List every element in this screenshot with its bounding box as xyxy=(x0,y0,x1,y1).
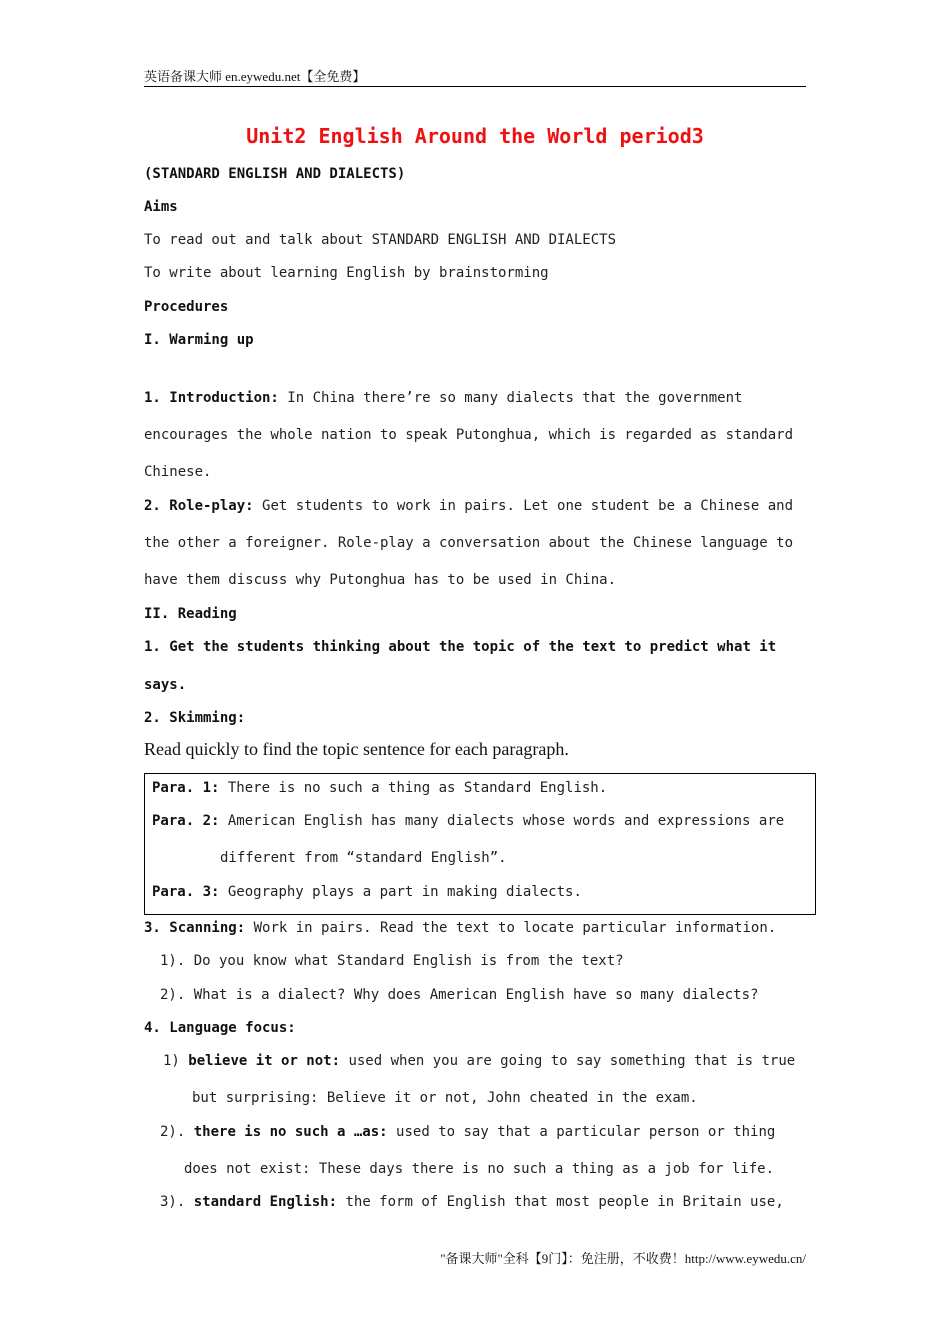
reading-item-1-cont: says. xyxy=(144,677,187,693)
reading-heading: II. Reading xyxy=(144,606,237,622)
focus-item xyxy=(160,1123,806,1141)
page-header: 英语备课大师 en.eywedu.net【全免费】 xyxy=(144,66,806,87)
para-row xyxy=(152,812,814,830)
focus-term: standard English: xyxy=(193,1194,338,1210)
procedures-heading: Procedures xyxy=(144,299,229,315)
para-label: Para. 2: xyxy=(152,813,220,829)
scanning-line xyxy=(144,919,806,937)
para-row xyxy=(152,883,814,901)
skimming-heading: 2. Skimming: xyxy=(144,710,246,726)
focus-definition: does not exist: These days there is no such a thing as a job for life. xyxy=(184,1161,775,1177)
scanning-label: 3. Scanning: xyxy=(144,920,246,936)
role-play-text: Get students to work in pairs. Let one student be a Chinese and xyxy=(262,498,794,514)
scanning-question: 2). What is a dialect? Why does American English have so many dialects? xyxy=(160,987,759,1003)
introduction-label: 1. Introduction: xyxy=(144,390,279,406)
role-play-label: 2. Role-play: xyxy=(144,498,254,514)
focus-item xyxy=(163,1052,806,1070)
page-footer: "备课大师"全科【9门】：免注册，不收费！http://www.eywedu.cn/ xyxy=(440,1251,806,1266)
aims-heading: Aims xyxy=(144,199,178,215)
document-title: Unit2 English Around the World period3 xyxy=(246,124,704,148)
focus-definition: used to say that a particular person or thing xyxy=(396,1124,776,1140)
scanning-text: Work in pairs. Read the text to locate particular information. xyxy=(253,920,777,936)
reading-item-1: 1. Get the students thinking about the topic of the text to predict what it xyxy=(144,639,777,655)
focus-number: 3). xyxy=(160,1194,186,1210)
para-text: There is no such a thing as Standard English. xyxy=(227,780,608,796)
role-play-text: have them discuss why Putonghua has to be used in China. xyxy=(144,572,617,588)
warming-up-heading: I. Warming up xyxy=(144,332,254,348)
para-text: different from “standard English”. xyxy=(220,850,507,866)
para-text: American English has many dialects whose words and expressions are xyxy=(227,813,785,829)
para-row xyxy=(152,779,814,797)
para-label: Para. 3: xyxy=(152,884,220,900)
subtitle: (STANDARD ENGLISH AND DIALECTS) xyxy=(144,166,406,182)
introduction-line xyxy=(144,389,806,407)
para-text: Geography plays a part in making dialects. xyxy=(227,884,582,900)
aim-item: To read out and talk about STANDARD ENGLISH AND DIALECTS xyxy=(144,232,617,248)
skimming-instruction: Read quickly to find the topic sentence for each paragraph. xyxy=(144,739,569,759)
introduction-text: Chinese. xyxy=(144,464,212,480)
introduction-text: encourages the whole nation to speak Putonghua, which is regarded as standard xyxy=(144,427,794,443)
focus-definition: used when you are going to say something that is true xyxy=(348,1053,796,1069)
focus-term: there is no such a …as: xyxy=(193,1124,388,1140)
role-play-line xyxy=(144,497,806,515)
focus-term: believe it or not: xyxy=(188,1053,341,1069)
focus-definition: but surprising: Believe it or not, John cheated in the exam. xyxy=(192,1090,698,1106)
introduction-text: In China there’re so many dialects that the government xyxy=(287,390,743,406)
scanning-question: 1). Do you know what Standard English is from the text? xyxy=(160,953,624,969)
para-label: Para. 1: xyxy=(152,780,220,796)
role-play-text: the other a foreigner. Role-play a conversation about the Chinese language to xyxy=(144,535,794,551)
focus-definition: the form of English that most people in Britain use, xyxy=(345,1194,784,1210)
aim-item: To write about learning English by brainstorming xyxy=(144,265,549,281)
language-focus-heading: 4. Language focus: xyxy=(144,1020,296,1036)
focus-item xyxy=(160,1193,806,1211)
focus-number: 2). xyxy=(160,1124,186,1140)
focus-number: 1) xyxy=(163,1053,180,1069)
